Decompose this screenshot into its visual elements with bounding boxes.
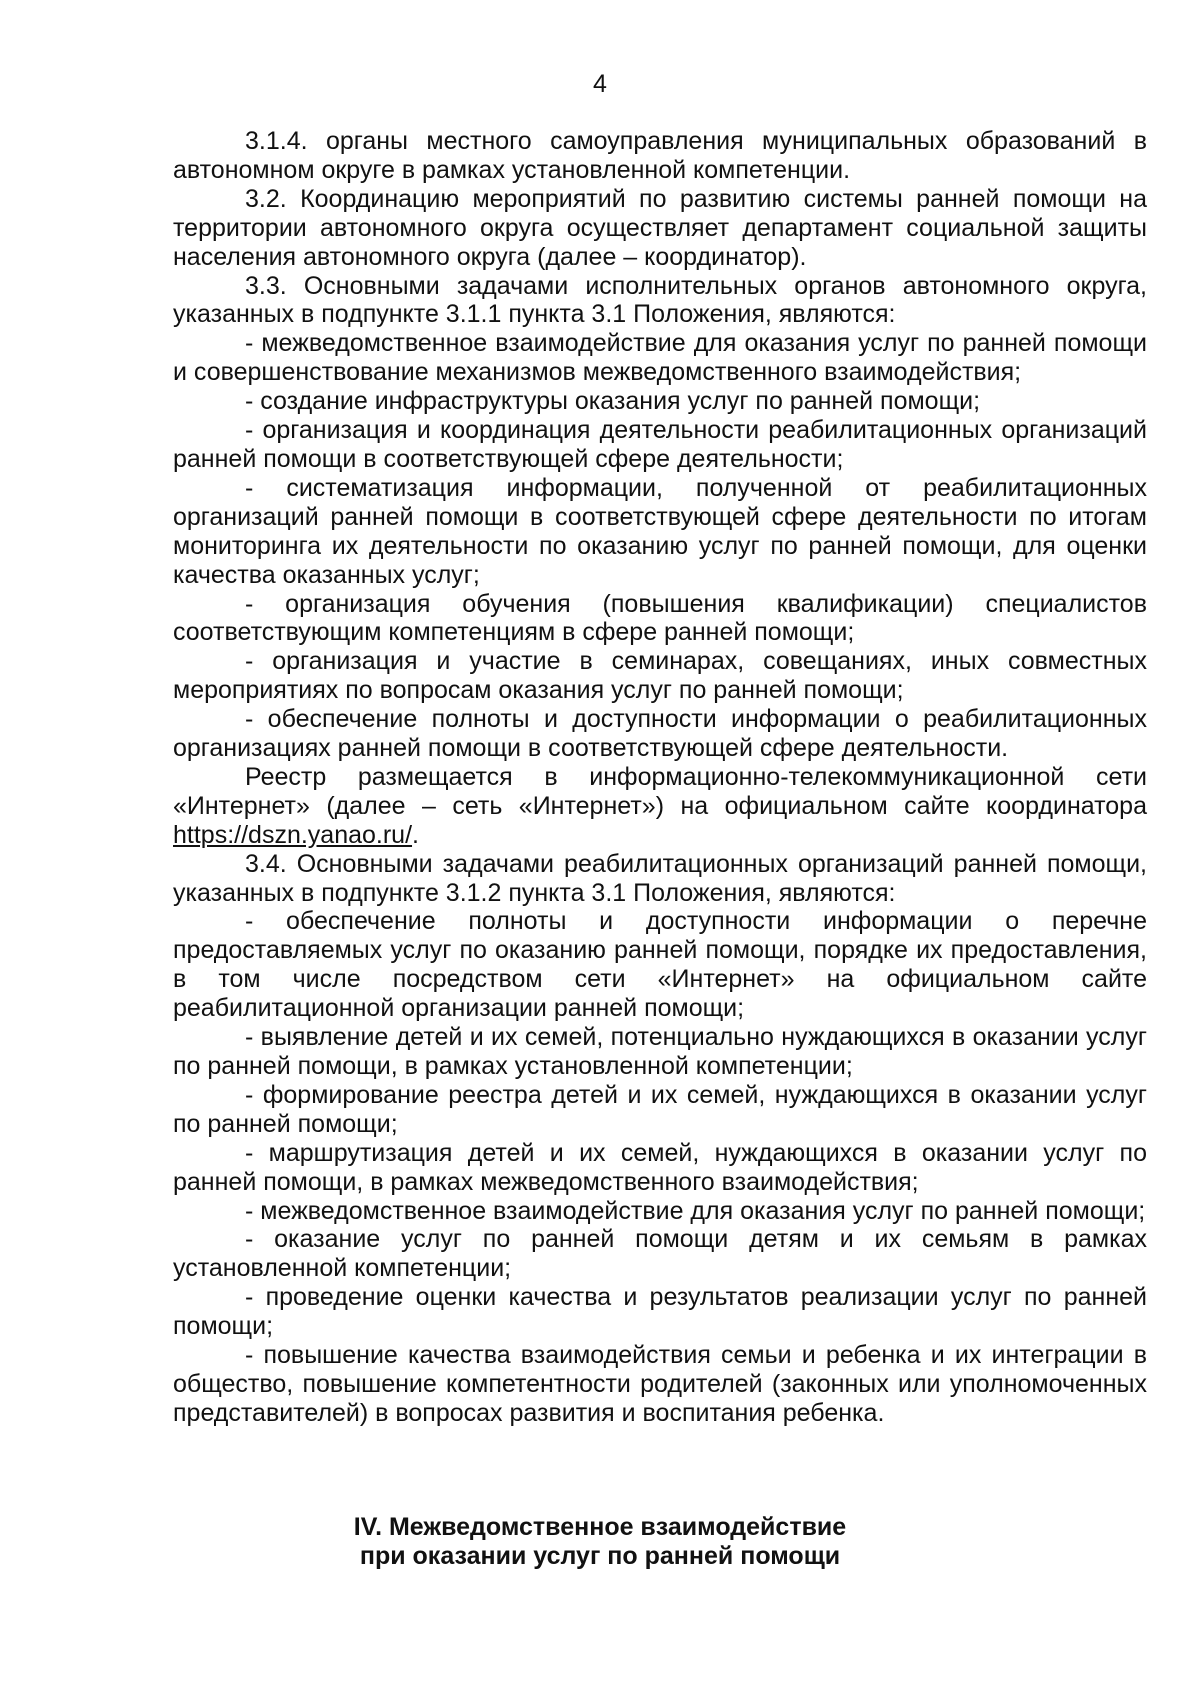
list-item: - обеспечение полноты и доступности информации о перечне предоставляемых услуг по оказанию ранней помощи, порядке их предоставления, в том числе посредством сети «Интернет» на официальном сайте реабилитационной организации ранней помощи; (173, 907, 1147, 1023)
list-item: - оказание услуг по ранней помощи детям и их семьям в рамках установленной компетенции; (173, 1225, 1147, 1283)
list-item: - организация и участие в семинарах, совещаниях, иных совместных мероприятиях по вопросам оказания услуг по ранней помощи; (173, 647, 1147, 705)
list-item: - формирование реестра детей и их семей, нуждающихся в оказании услуг по ранней помощи; (173, 1080, 1147, 1138)
registry-end: . (412, 820, 419, 849)
registry-paragraph (173, 763, 1147, 850)
list-item: - обеспечение полноты и доступности информации о реабилитационных организациях ранней помощи в соответствующей сфере деятельности. (173, 705, 1147, 763)
paragraph-3-2: 3.2. Координацию мероприятий по развитию системы ранней помощи на территории автономного округа осуществляет департамент социальной защиты населения автономного округа (далее – координатор). (173, 184, 1147, 271)
registry-text: Реестр размещается в информационно-телекоммуникационной сети «Интернет» (далее – сеть «Интернет») на официальном сайте координатора (173, 762, 1147, 820)
paragraph-3-3: 3.3. Основными задачами исполнительных органов автономного округа, указанных в подпункте 3.1.1 пункта 3.1 Положения, являются: (173, 271, 1147, 329)
paragraph-3-1-4: 3.1.4. органы местного самоуправления муниципальных образований в автономном округе в рамках установленной компетенции. (173, 127, 1147, 184)
list-item: - межведомственное взаимодействие для оказания услуг по ранней помощи; (245, 1196, 1146, 1225)
list-item: - выявление детей и их семей, потенциально нуждающихся в оказании услуг по ранней помощи, в рамках установленной компетенции; (173, 1023, 1147, 1080)
section-heading-line-1: IV. Межведомственное взаимодействие (353, 1513, 847, 1541)
list-item: - маршрутизация детей и их семей, нуждающихся в оказании услуг по ранней помощи, в рамках межведомственного взаимодействия; (173, 1138, 1147, 1196)
list-item: - повышение качества взаимодействия семьи и ребенка и их интеграции в общество, повышение компетентности родителей (законных или уполномоченных представителей) в вопросах развития и воспитания ребенка. (173, 1341, 1147, 1427)
list-item: - межведомственное взаимодействие для оказания услуг по ранней помощи и совершенствование механизмов межведомственного взаимодействия; (173, 329, 1147, 387)
list-item: - создание инфраструктуры оказания услуг по ранней помощи; (245, 387, 981, 416)
section-heading-line-2: при оказании услуг по ранней помощи (359, 1542, 841, 1570)
list-item: - организация и координация деятельности реабилитационных организаций ранней помощи в соответствующей сфере деятельности; (173, 416, 1147, 473)
document-body (173, 127, 1147, 1428)
section-heading (0, 1513, 1200, 1571)
list-item: - проведение оценки качества и результатов реализации услуг по ранней помощи; (173, 1283, 1147, 1341)
page-number: 4 (593, 70, 607, 98)
coordinator-site-link[interactable]: https://dszn.yanao.ru/ (173, 820, 413, 849)
list-item: - организация обучения (повышения квалификации) специалистов соответствующим компетенциям в сфере ранней помощи; (173, 589, 1147, 647)
paragraph-3-4: 3.4. Основными задачами реабилитационных организаций ранней помощи, указанных в подпункте 3.1.2 пункта 3.1 Положения, являются: (173, 849, 1147, 907)
list-item: - систематизация информации, полученной от реабилитационных организаций ранней помощи в соответствующей сфере деятельности по итогам мониторинга их деятельности по оказанию услуг по ранней помощи, для оценки качества оказанных услуг; (173, 473, 1147, 589)
